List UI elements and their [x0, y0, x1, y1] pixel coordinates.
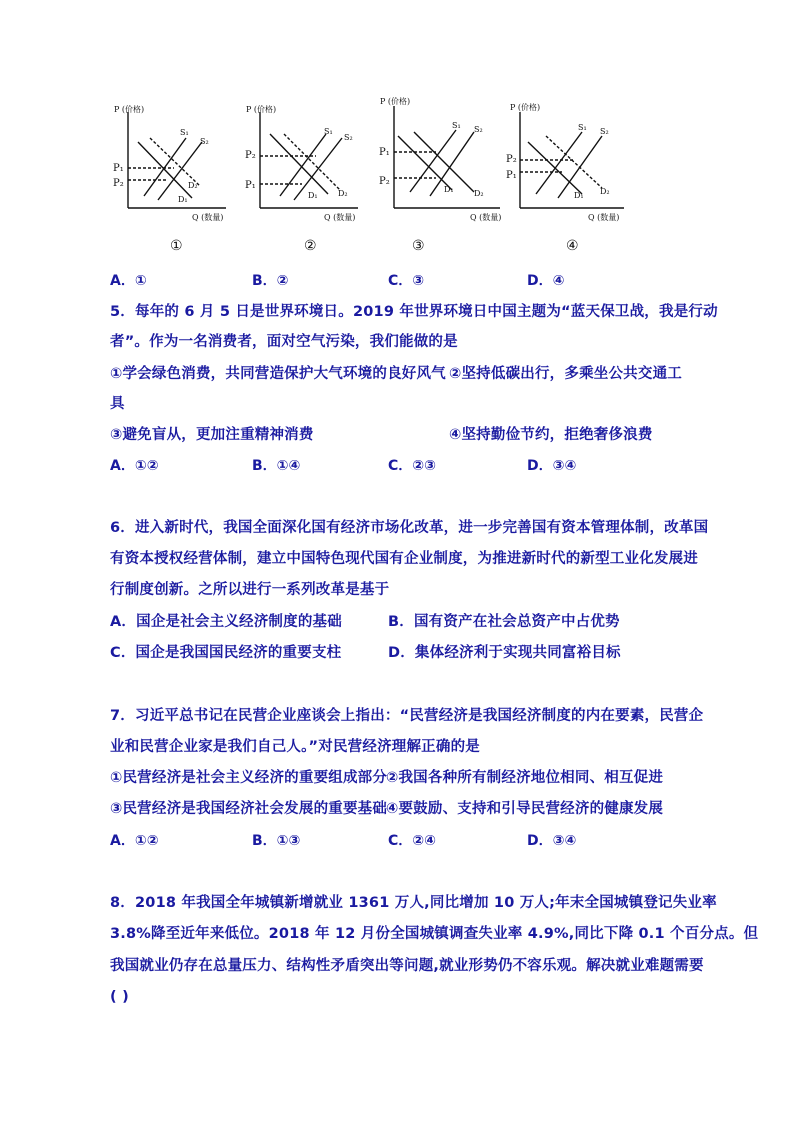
graph-4-d1-label: D₁ [574, 191, 584, 200]
graph-4-upper-price: P₂ [506, 154, 517, 165]
q5-stem-line-1: 5．每年的 6 月 5 日是世界环境日。2019 年世界环境日中国主题为“蓝天保卫战，我是行动 [110, 304, 718, 320]
graph-4-q-axis-label: Q (数量) [588, 213, 620, 222]
q5-stem-line-2: 者”。作为一名消费者，面对空气污染，我们能做的是 [110, 334, 458, 350]
graph-1-number: ① [170, 238, 183, 254]
graph-1-s2-curve [158, 142, 202, 200]
graph-1-d2-label: D₂ [188, 181, 198, 190]
graph-4-p-axis-label: P (价格) [510, 103, 541, 112]
graph-2-lower-price: P₁ [245, 180, 256, 191]
graph-2-number: ② [304, 238, 317, 254]
q7-option-c[interactable]: C．②④ [388, 833, 436, 849]
q7-item-1: ①民营经济是社会主义经济的重要组成部分 [110, 770, 388, 786]
graph-3-q-axis-label: Q (数量) [470, 213, 502, 222]
graph-3-number: ③ [412, 238, 425, 252]
q6-stem-line-2: 有资本授权经营体制，建立中国特色现代国有企业制度，为推进新时代的新型工业化发展进 [110, 551, 698, 567]
graph-4-s2-label: S₂ [600, 127, 609, 136]
graph-2-d2-label: D₂ [338, 189, 348, 198]
supply-demand-graphs [108, 98, 668, 258]
graph-2-svg [240, 98, 376, 258]
q6-option-b[interactable]: B．国有资产在社会总资产中占优势 [388, 614, 620, 630]
q4-option-a[interactable]: A．① [110, 273, 147, 289]
graph-4-number: ④ [566, 238, 579, 254]
graph-3-p-axis-label: P (价格) [380, 97, 411, 106]
q4-option-c[interactable]: C．③ [388, 273, 425, 289]
graph-3-d2-curve [414, 132, 474, 192]
graph-3-d1-curve [398, 136, 452, 190]
graph-2-s1-curve [280, 134, 326, 196]
graph-2-upper-price: P₂ [245, 150, 256, 161]
graph-3-upper-price: P₁ [379, 147, 390, 158]
graph-4-lower-price: P₁ [506, 170, 517, 181]
q5-item-2: ②坚持低碳出行，多乘坐公共交通工 [449, 366, 682, 382]
q5-option-c[interactable]: C．②③ [388, 458, 436, 474]
q5-item-1: ①学会绿色消费，共同营造保护大气环境的良好风气 [110, 366, 446, 382]
graph-1-lower-price: P₂ [113, 178, 124, 189]
graph-1-upper-price: P₁ [113, 163, 124, 174]
q7-stem-line-1: 7．习近平总书记在民营企业座谈会上指出：“民营经济是我国经济制度的内在要素，民营企 [110, 708, 704, 724]
graph-4-s1-curve [536, 132, 582, 194]
q8-stem-line-2: 3.8%降至近年来低位。2018 年 12 月份全国城镇调查失业率 4.9%,同比下降 0.1 个百分点。但 [110, 926, 759, 942]
q5-item-3: ③避免盲从，更加注重精神消费 [110, 427, 314, 443]
graph-3-svg [374, 92, 510, 252]
graph-1-p-axis-label: P (价格) [114, 105, 145, 114]
q7-item-2: ②我国各种所有制经济地位相同、相互促进 [386, 770, 664, 786]
graph-2-d1-label: D₁ [308, 191, 318, 200]
q4-option-b[interactable]: B．② [252, 273, 289, 289]
q6-stem-line-1: 6．进入新时代，我国全面深化国有经济市场化改革，进一步完善国有资本管理体制，改革国 [110, 520, 709, 536]
graph-3-lower-price: P₂ [379, 176, 390, 187]
q7-item-3: ③民营经济是我国经济社会发展的重要基础 [110, 801, 388, 817]
graph-3-s1-label: S₁ [452, 121, 461, 130]
graph-1 [108, 98, 244, 258]
graph-2-p-axis-label: P (价格) [246, 105, 277, 114]
graph-3-s1-curve [410, 130, 456, 192]
q5-item-4: ④坚持勤俭节约，拒绝奢侈浪费 [449, 427, 653, 443]
graph-2-s1-label: S₁ [324, 127, 333, 136]
graph-2-s2-label: S₂ [344, 133, 353, 142]
q5-option-a[interactable]: A．①② [110, 458, 159, 474]
q7-option-d[interactable]: D．③④ [527, 833, 577, 849]
q8-stem-line-1: 8．2018 年我国全年城镇新增就业 1361 万人,同比增加 10 万人;年末全国城镇登记失业率 [110, 895, 717, 911]
q8-answer-blank: ( ) [110, 989, 129, 1005]
graph-3-s2-label: S₂ [474, 125, 483, 134]
q7-item-4: ④要鼓励、支持和引导民营经济的健康发展 [386, 801, 664, 817]
graph-1-s2-label: S₂ [200, 137, 209, 146]
graph-4 [506, 98, 642, 258]
graph-4-svg [506, 98, 642, 258]
graph-3-d2-label: D₂ [474, 189, 484, 198]
q5-item-2-continued: 具 [110, 396, 125, 412]
q7-stem-line-2: 业和民营企业家是我们自己人。”对民营经济理解正确的是 [110, 739, 480, 755]
q7-option-b[interactable]: B．①③ [252, 833, 301, 849]
q4-option-d[interactable]: D．④ [527, 273, 565, 289]
q7-option-a[interactable]: A．①② [110, 833, 159, 849]
graph-4-s2-curve [558, 136, 602, 198]
q8-stem-line-3: 我国就业仍存在总量压力、结构性矛盾突出等问题,就业形势仍不容乐观。解决就业难题需要 [110, 958, 704, 974]
q5-option-d[interactable]: D．③④ [527, 458, 577, 474]
graph-4-d2-label: D₂ [600, 187, 610, 196]
q6-stem-line-3: 行制度创新。之所以进行一系列改革是基于 [110, 582, 390, 598]
graph-2-s2-curve [294, 138, 342, 200]
graph-1-svg [108, 98, 244, 258]
q6-option-d[interactable]: D．集体经济利于实现共同富裕目标 [388, 645, 621, 661]
q6-option-a[interactable]: A．国企是社会主义经济制度的基础 [110, 614, 342, 630]
graph-1-d1-label: D₁ [178, 195, 188, 204]
graph-2-d2-curve [284, 134, 340, 190]
graph-1-s1-label: S₁ [180, 128, 189, 137]
graph-2 [240, 98, 376, 258]
graph-1-q-axis-label: Q (数量) [192, 213, 224, 222]
graph-3-d1-label: D₁ [444, 185, 454, 194]
q6-option-c[interactable]: C．国企是我国国民经济的重要支柱 [110, 645, 342, 661]
graph-3 [374, 92, 510, 252]
graph-2-q-axis-label: Q (数量) [324, 213, 356, 222]
graph-4-s1-label: S₁ [578, 123, 587, 132]
q5-option-b[interactable]: B．①④ [252, 458, 301, 474]
